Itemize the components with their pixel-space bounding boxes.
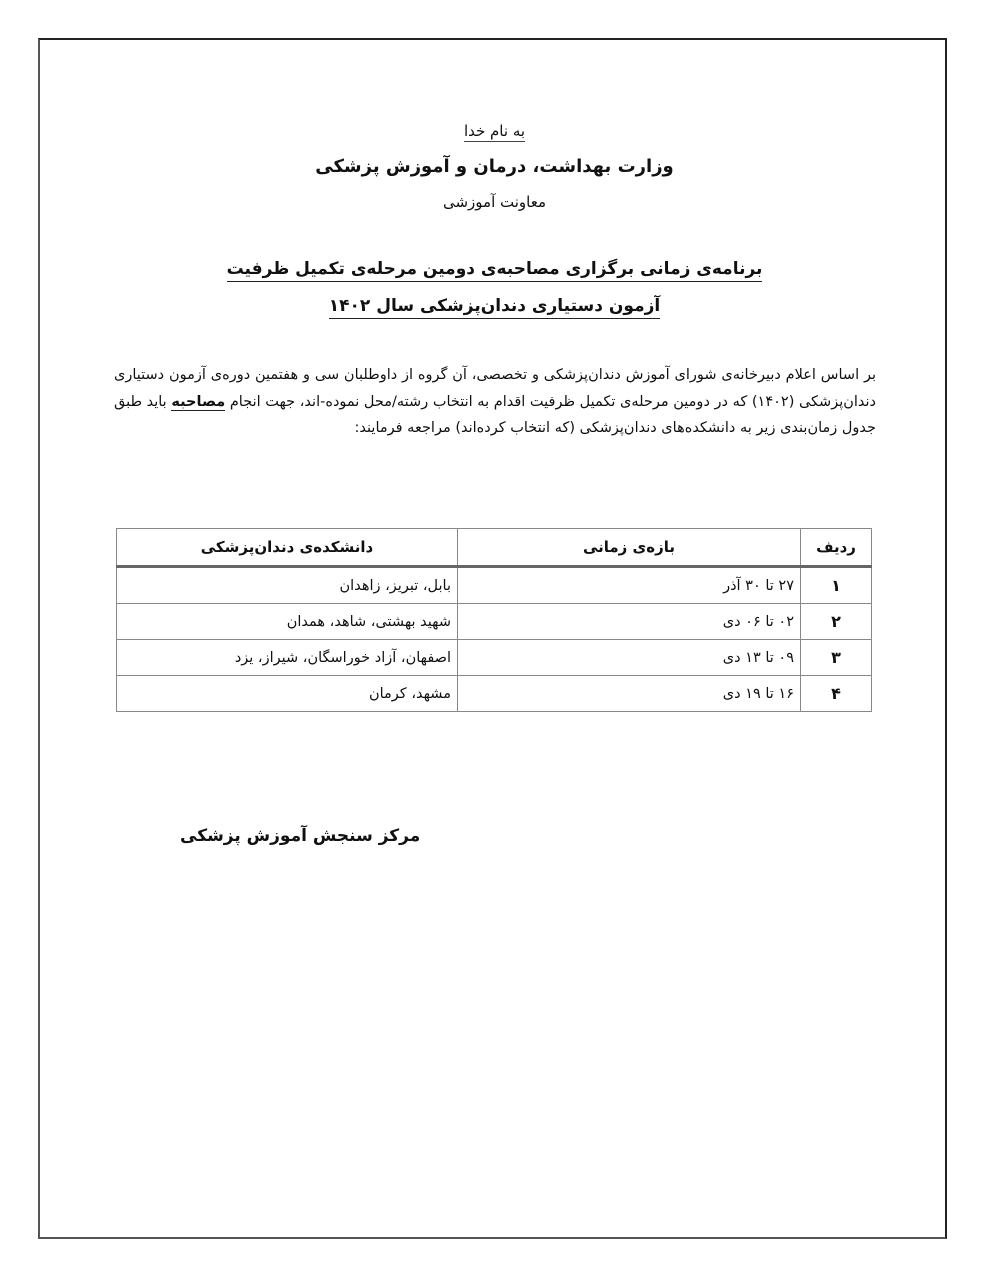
table-row [117, 676, 872, 712]
table-row [117, 640, 872, 676]
row-school: بابل، تبریز، زاهدان [117, 567, 458, 604]
body-text-part2: باید طبق جدول زمان‌بندی زیر به دانشکده‌های دندان‌پزشکی (که انتخاب کرده‌اند) مراجعه فرمایند: [114, 393, 876, 436]
row-time: ۰۲ تا ۰۶ دی [458, 604, 801, 640]
signature: مرکز سنجش آموزش پزشکی [180, 826, 421, 846]
header-index: ردیف [801, 529, 872, 567]
schedule-table [116, 528, 872, 712]
header-time: بازه‌ی زمانی [458, 529, 801, 567]
row-time: ۱۶ تا ۱۹ دی [458, 676, 801, 712]
table-row [117, 604, 872, 640]
ministry-name: وزارت بهداشت، درمان و آموزش پزشکی [315, 156, 674, 177]
body-text-part1: بر اساس اعلام دبیرخانه‌ی شورای آموزش دندان‌پزشکی و تخصصی، آن گروه از داوطلبان سی و هفتمین دوره‌ی آزمون دستیاری دندان‌پزشکی (۱۴۰۲) که در دومین مرحله‌ی تکمیل ظرفیت اقدام به انتخاب رشته/محل نموده-اند، جهت انجام [114, 367, 877, 410]
row-school: مشهد، کرمان [117, 676, 458, 712]
row-index: ۲ [801, 604, 872, 640]
basmala-text: به نام خدا [463, 122, 526, 140]
row-school: اصفهان، آزاد خوراسگان، شیراز، یزد [117, 640, 458, 676]
row-school: شهید بهشتی، شاهد، همدان [117, 604, 458, 640]
row-index: ۳ [801, 640, 872, 676]
row-time: ۲۷ تا ۳۰ آذر [458, 567, 801, 604]
title-line2-text: آزمون دستیاری دندان‌پزشکی سال ۱۴۰۲ [329, 296, 660, 319]
row-time: ۰۹ تا ۱۳ دی [458, 640, 801, 676]
document-title-line2 [0, 296, 989, 316]
table-row [117, 567, 872, 604]
table-header-row [117, 529, 872, 567]
body-paragraph [114, 362, 876, 442]
title-line1-text: برنامه‌ی زمانی برگزاری مصاحبه‌ی دومین مرحله‌ی تکمیل ظرفیت [227, 259, 763, 282]
row-index: ۱ [801, 567, 872, 604]
header-school: دانشکده‌ی دندان‌پزشکی [117, 529, 458, 567]
body-emphasis: مصاحبه [171, 393, 226, 410]
basmala [0, 122, 989, 140]
deputy-name: معاونت آموزشی [442, 193, 547, 211]
document-title-line1 [0, 259, 989, 279]
row-index: ۴ [801, 676, 872, 712]
